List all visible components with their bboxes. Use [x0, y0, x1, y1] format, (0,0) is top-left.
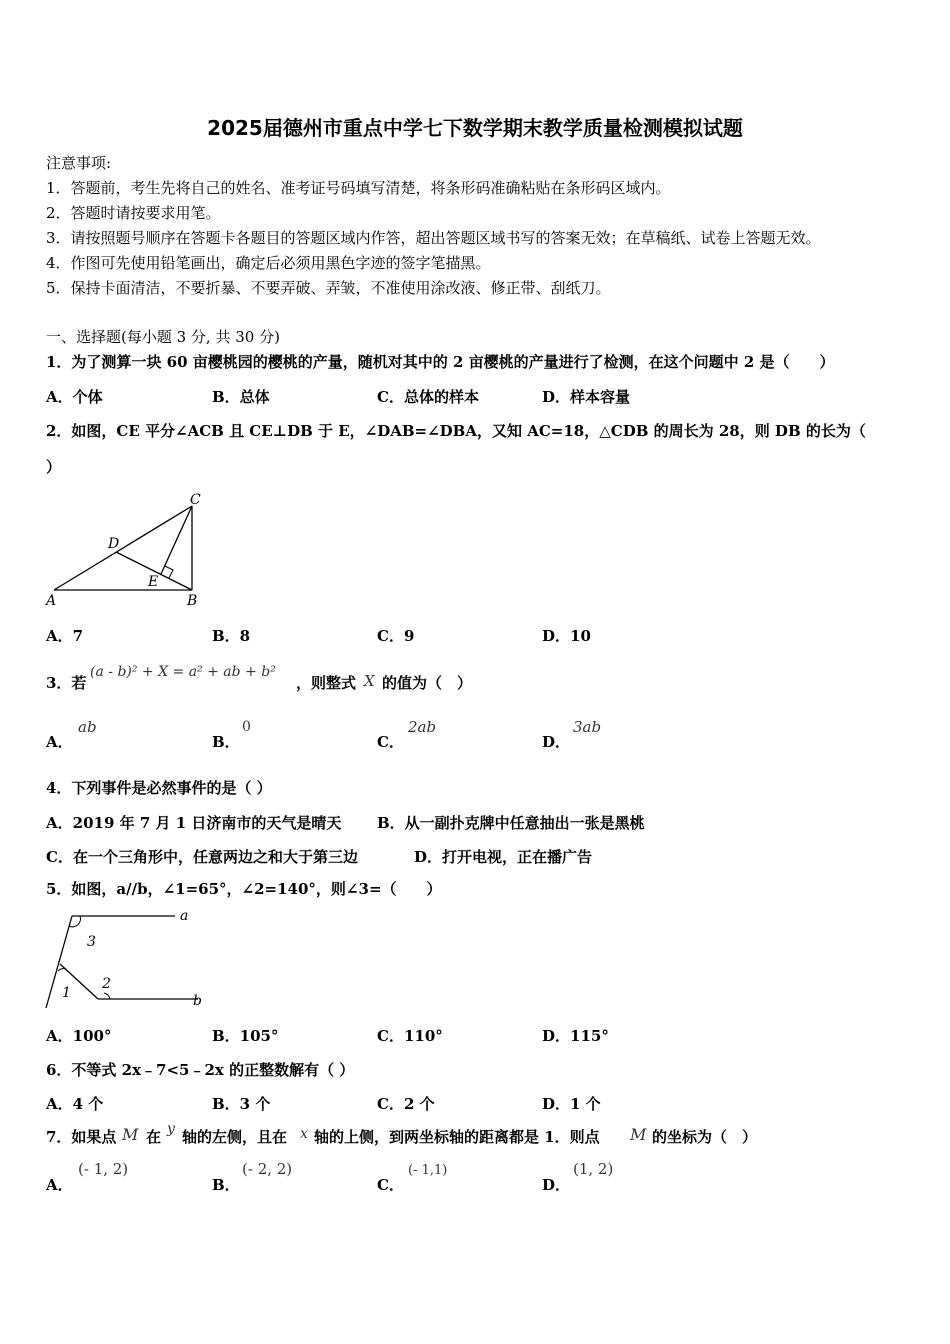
q3-formula: (a - b)² + X = a² + ab + b²: [90, 664, 276, 680]
question-2-stem: 2．如图，CE 平分∠ACB 且 CE⊥DB 于 E，∠DAB=∠DBA，又知 AC=18，△CDB 的周长为 28，则 DB 的长为（: [46, 422, 866, 440]
q7-point-m: M: [122, 1125, 139, 1144]
q7-axis-x: x: [300, 1126, 308, 1142]
parallel-lines-figure: [40, 904, 210, 1012]
q3-option-d: D．: [542, 733, 571, 751]
q7-option-b-value: (- 2, 2): [242, 1160, 293, 1178]
label-d: D: [108, 536, 120, 552]
q3-option-b-value: 0: [242, 719, 251, 735]
question-3-suffix: ，则整式: [296, 674, 357, 692]
notice-item: 3．请按照题号顺序在答题卡各题目的答题区域内作答，超出答题区域书写的答案无效；在草稿纸、试卷上答题无效。: [46, 229, 821, 247]
page-title: 2025届德州市重点中学七下数学期末教学质量检测模拟试题: [207, 116, 743, 140]
q2-option-b: B．8: [212, 627, 251, 645]
q1-option-a: A．个体: [46, 388, 103, 406]
notice-item: 5．保持卡面清洁，不要折暴、不要弄破、弄皱，不准使用涂改液、修正带、刮纸刀。: [46, 279, 611, 297]
q6-option-d: D．1 个: [542, 1095, 601, 1113]
q5-option-b: B．105°: [212, 1027, 279, 1045]
question-3-prefix: 3．若: [46, 674, 87, 692]
label-line-a: a: [180, 908, 189, 924]
q7-option-d-value: (1, 2): [573, 1160, 614, 1178]
q3-option-a-value: ab: [78, 718, 97, 736]
question-7-part1: 7．如果点: [46, 1128, 117, 1146]
q4-option-b: B．从一副扑克牌中任意抽出一张是黑桃: [377, 814, 645, 832]
q7-option-b: B．: [212, 1176, 240, 1194]
question-2-stem-end: ）: [46, 458, 62, 476]
q7-option-c-value: (- 1,1): [408, 1163, 448, 1178]
label-a: A: [46, 593, 57, 609]
q4-option-c: C．在一个三角形中，任意两边之和大于第三边: [46, 848, 358, 866]
question-4-stem: 4．下列事件是必然事件的是（ ）: [46, 779, 272, 797]
q5-option-c: C．110°: [377, 1027, 443, 1045]
label-e: E: [148, 574, 159, 590]
q3-option-c: C．: [377, 733, 404, 751]
question-7-part4: 轴的上侧，到两坐标轴的距离都是 1．则点: [314, 1128, 600, 1146]
q3-option-d-value: 3ab: [573, 718, 602, 736]
question-1-stem: 1．为了测算一块 60 亩樱桃园的樱桃的产量，随机对其中的 2 亩樱桃的产量进行了检测，在这个问题中 2 是（ ）: [46, 353, 835, 371]
q5-option-a: A．100°: [46, 1027, 112, 1045]
label-angle-3: 3: [87, 934, 96, 950]
q2-option-d: D．10: [542, 627, 591, 645]
q5-option-d: D．115°: [542, 1027, 609, 1045]
question-3-suffix2: 的值为（ ）: [382, 674, 473, 692]
label-angle-1: 1: [62, 985, 71, 1001]
notice-item: 4．作图可先使用铅笔画出，确定后必须用黑色字迹的签字笔描黑。: [46, 254, 491, 272]
q3-option-b: B．: [212, 733, 240, 751]
label-b: B: [187, 593, 198, 609]
q2-option-a: A．7: [46, 627, 84, 645]
q2-option-c: C．9: [377, 627, 415, 645]
q4-option-a: A．2019 年 7 月 1 日济南市的天气是晴天: [46, 814, 342, 832]
label-c: C: [190, 492, 201, 508]
q3-option-a: A．: [46, 733, 73, 751]
notice-item: 2．答题时请按要求用笔。: [46, 204, 221, 222]
question-5-stem: 5．如图，a//b，∠1=65°，∠2=140°，则∠3=（ ）: [46, 880, 442, 898]
q1-option-c: C．总体的样本: [377, 388, 479, 406]
triangle-figure: [40, 488, 210, 613]
question-7-part5: 的坐标为（ ）: [652, 1128, 758, 1146]
q7-option-d: D．: [542, 1176, 571, 1194]
label-line-b: b: [193, 993, 202, 1009]
q7-option-a-value: (- 1, 2): [78, 1160, 129, 1178]
question-7-part2: 在: [146, 1128, 162, 1146]
q6-option-a: A．4 个: [46, 1095, 104, 1113]
notice-heading: 注意事项:: [46, 154, 112, 172]
q1-option-b: B．总体: [212, 388, 270, 406]
q7-point-m-2: M: [630, 1125, 647, 1144]
question-6-stem: 6．不等式 2x﹣7<5﹣2x 的正整数解有（ ）: [46, 1061, 355, 1079]
q6-option-c: C．2 个: [377, 1095, 435, 1113]
q7-option-a: A．: [46, 1176, 73, 1194]
q1-option-d: D．样本容量: [542, 388, 631, 406]
q7-axis-y: y: [167, 1121, 175, 1137]
label-angle-2: 2: [102, 976, 111, 992]
q3-option-c-value: 2ab: [408, 718, 437, 736]
q6-option-b: B．3 个: [212, 1095, 271, 1113]
section-heading: 一、选择题(每小题 3 分, 共 30 分): [46, 328, 280, 346]
notice-item: 1．答题前，考生先将自己的姓名、准考证号码填写清楚，将条形码准确粘贴在条形码区域内。: [46, 179, 671, 197]
q3-var: X: [364, 672, 375, 690]
question-7-part3: 轴的左侧，且在: [182, 1128, 288, 1146]
q4-option-d: D．打开电视，正在播广告: [414, 848, 593, 866]
q7-option-c: C．: [377, 1176, 404, 1194]
